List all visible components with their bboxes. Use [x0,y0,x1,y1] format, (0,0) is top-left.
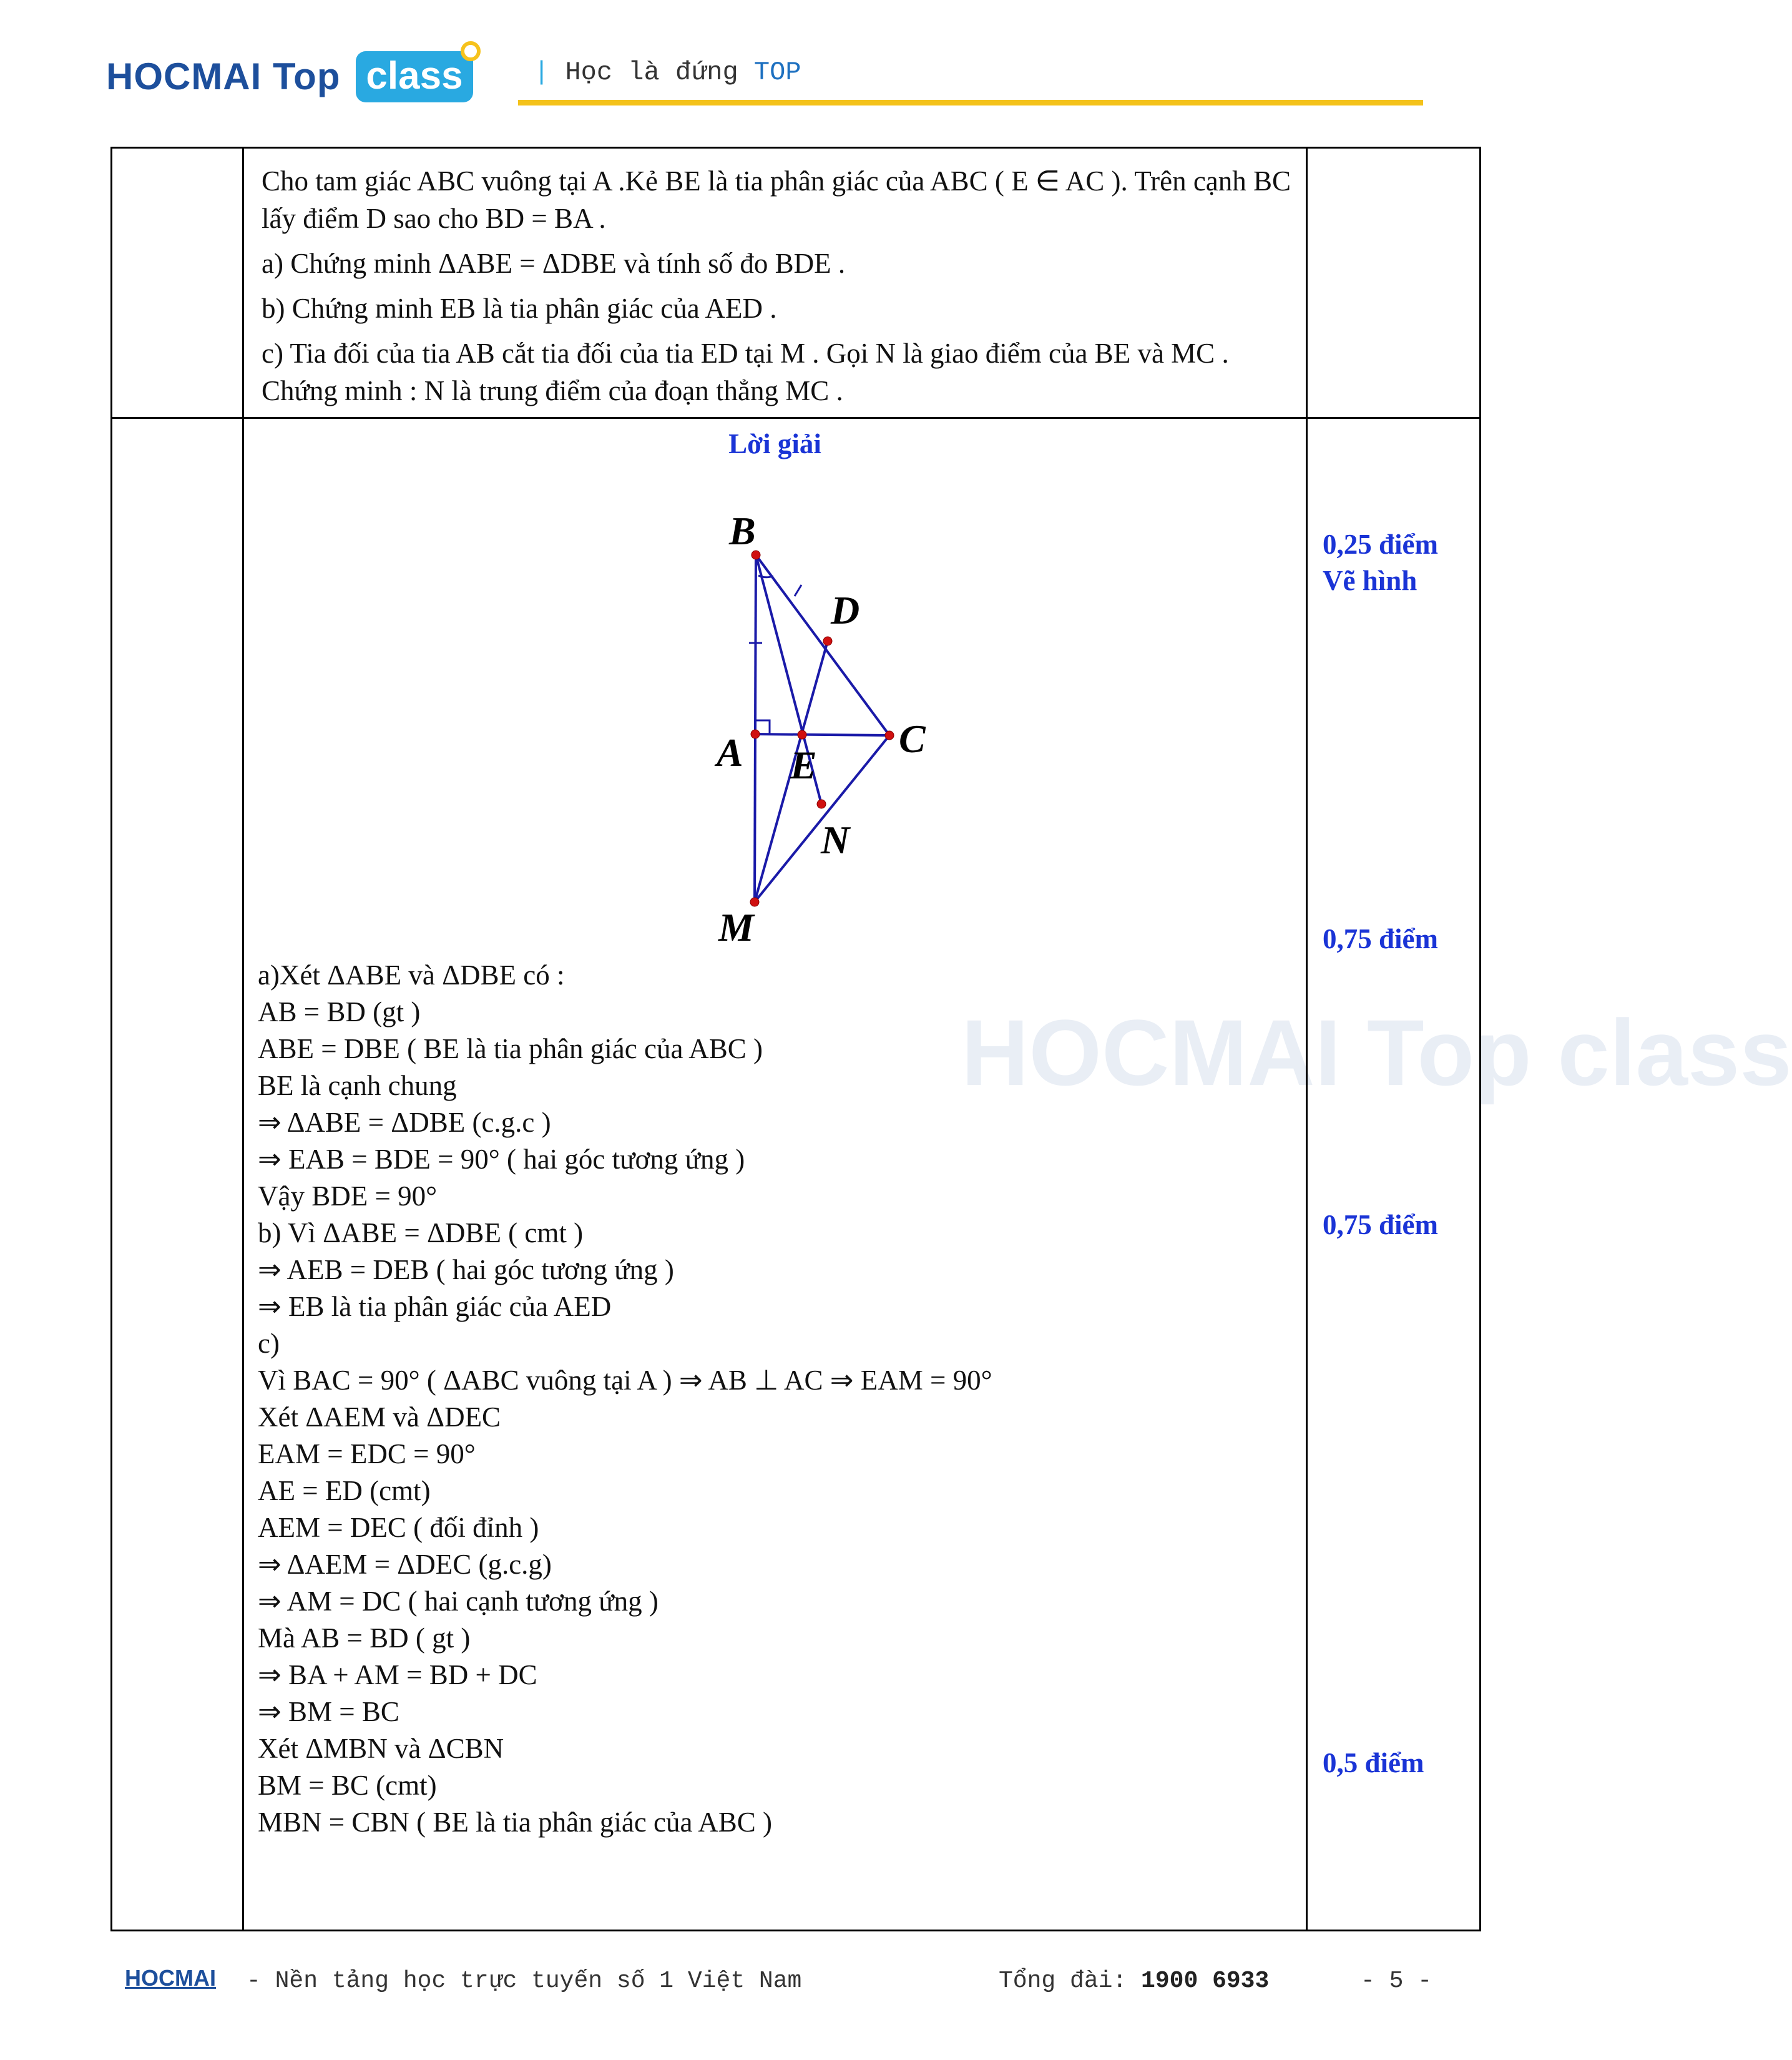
step-line: Xét ΔAEM và ΔDEC [258,1401,501,1433]
label-C: C [899,717,926,761]
footer-phone-label: Tổng đài: [999,1968,1127,1994]
header-tagline [534,57,801,87]
step-line: ⇒ BM = BC [258,1696,399,1727]
footer-text: - Nền tảng học trực tuyến số 1 Việt Nam [247,1968,802,1994]
step-line: AE = ED (cmt) [258,1475,431,1506]
footer-phone-number: 1900 6933 [1141,1968,1270,1994]
step-line: a)Xét ΔABE và ΔDBE có : [258,959,565,991]
step-line: ⇒ AM = DC ( hai cạnh tương ứng ) [258,1586,659,1617]
index-cell [112,148,243,418]
logo-class-badge: class [356,51,473,102]
segment-BC [756,555,889,735]
label-M: M [718,905,754,949]
label-E: E [790,743,817,787]
step-line: ⇒ AEB = DEB ( hai góc tương ứng ) [258,1254,674,1285]
header-rule [518,100,1423,105]
step-line: Vậy BDE = 90° [258,1180,438,1212]
score-drawing: 0,25 điểm [1323,529,1438,560]
problem-statement: Cho tam giác ABC vuông tại A .Kẻ BE là tia phân giác của ABC ( E ∈ AC ). Trên cạnh BC lấy điểm D sao cho BD = BA . [262,165,1291,234]
page-number: - 5 - [1361,1968,1432,1994]
tick-mark-BD [795,585,801,596]
point-C [885,731,894,740]
sun-icon [461,41,481,61]
logo-text: HOCMAI Top [106,56,341,97]
angle-arc-B [758,576,773,577]
step-line: ⇒ ΔABE = ΔDBE (c.g.c ) [258,1107,551,1138]
label-N: N [821,818,850,862]
tagline-text: Học là đứng [565,57,738,87]
score-part-c: 0,5 điểm [1323,1747,1424,1778]
watermark-logo: HOCMAI Top class [961,1000,1792,1105]
index-cell-solution [112,418,243,1931]
point-E [798,730,806,739]
score-part-b: 0,75 điểm [1323,1209,1438,1240]
step-line: ⇒ BA + AM = BD + DC [258,1659,537,1690]
segment-BM [755,555,756,902]
step-line: AB = BD (gt ) [258,996,421,1028]
tagline-top: TOP [753,57,801,87]
step-line: BE là cạnh chung [258,1070,457,1101]
step-line: Mà AB = BD ( gt ) [258,1622,471,1654]
score-part-a: 0,75 điểm [1323,923,1438,954]
point-N [817,800,826,808]
problem-part-b: b) Chứng minh EB là tia phân giác của AED . [262,293,777,324]
problem-part-a: a) Chứng minh ΔABE = ΔDBE và tính số đo BDE . [262,248,846,279]
label-D: D [831,588,860,632]
step-line: ⇒ EAB = BDE = 90° ( hai góc tương ứng ) [258,1144,745,1175]
solution-title: Lời giải [728,428,821,459]
footer-phone [999,1968,1269,1994]
step-line: EAM = EDC = 90° [258,1438,476,1469]
exercise-table [110,147,1792,1931]
footer-logo: HOCMAI [125,1965,216,1991]
step-line: ⇒ ΔAEM = ΔDEC (g.c.g) [258,1549,552,1580]
score-cell-solution [1307,418,1481,1931]
point-A [751,730,760,738]
label-A: A [717,730,743,775]
triangle-diagram [595,466,1032,953]
step-line: BM = BC (cmt) [258,1770,437,1801]
step-line: Vì BAC = 90° ( ΔABC vuông tại A ) ⇒ AB ⊥ AC ⇒ EAM = 90° [258,1365,992,1396]
page-footer [125,1965,1454,2003]
header-logo [106,41,493,110]
geometry-figure [595,466,1032,953]
step-line: MBN = CBN ( BE là tia phân giác của ABC ) [258,1807,773,1838]
problem-cell [243,148,1307,418]
problem-part-c: c) Tia đối của tia AB cắt tia đối của tia ED tại M . Gọi N là giao điểm của BE và MC . Chứng minh : N là trung điểm của đoạn thẳng MC . [262,338,1229,406]
label-B: B [729,509,756,553]
point-D [823,637,832,645]
score-drawing-label: Vẽ hình [1323,565,1417,596]
segment-AC [755,734,889,735]
score-cell-top [1307,148,1481,418]
tagline-separator: | [534,57,550,87]
step-line: ⇒ EB là tia phân giác của AED [258,1291,612,1322]
step-line: c) [258,1328,280,1359]
step-line: Xét ΔMBN và ΔCBN [258,1733,504,1764]
step-line: AEM = DEC ( đối đỉnh ) [258,1512,539,1543]
step-line: b) Vì ΔABE = ΔDBE ( cmt ) [258,1217,584,1248]
step-line: ABE = DBE ( BE là tia phân giác của ABC ) [258,1033,763,1064]
